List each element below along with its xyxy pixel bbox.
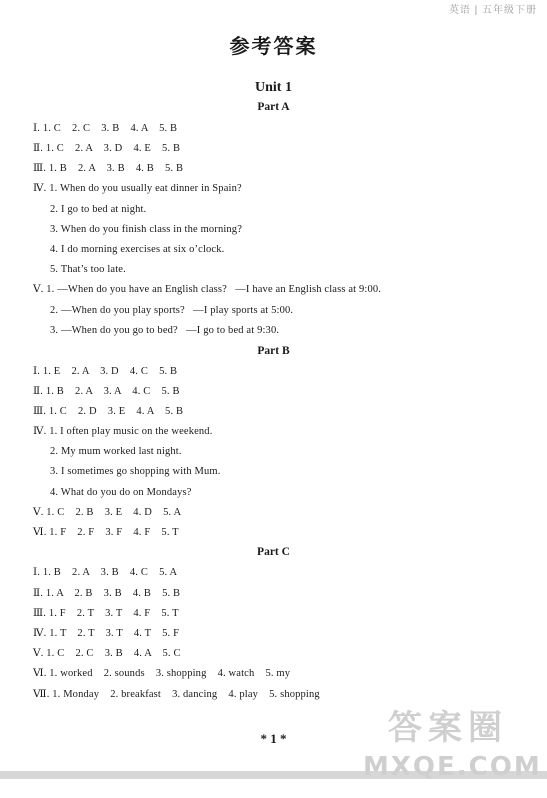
- answer-line: 3. When do you finish class in the morning?: [50, 224, 243, 235]
- answer-line: Ⅵ. 1. worked 2. sounds 3. shopping 4. watch 5. my: [33, 668, 291, 679]
- answer-line: Ⅶ. 1. Monday 2. breakfast 3. dancing 4. play 5. shopping: [33, 689, 320, 700]
- answer-line: Ⅲ. 1. C 2. D 3. E 4. A 5. B: [33, 406, 184, 417]
- answer-line: 2. My mum worked last night.: [50, 446, 182, 457]
- answer-line: Ⅴ. 1. C 2. B 3. E 4. D 5. A: [33, 507, 182, 518]
- answer-line: Ⅵ. 1. F 2. F 3. F 4. F 5. T: [33, 527, 179, 538]
- answer-line: Ⅱ. 1. B 2. A 3. A 4. C 5. B: [33, 386, 180, 397]
- answer-line: 3. I sometimes go shopping with Mum.: [50, 466, 221, 477]
- part-a-title: Part A: [257, 101, 290, 113]
- answer-line: Ⅰ. 1. C 2. C 3. B 4. A 5. B: [33, 123, 178, 134]
- part-c-title: Part C: [257, 546, 290, 558]
- answer-line: 5. That’s too late.: [50, 264, 126, 275]
- answer-line: Ⅳ. 1. T 2. T 3. T 4. T 5. F: [33, 628, 180, 639]
- watermark-top-text: 答案圈: [388, 708, 508, 748]
- page-title: 参考答案: [229, 34, 318, 58]
- answer-line: Ⅰ. 1. E 2. A 3. D 4. C 5. B: [33, 366, 178, 377]
- unit-title: Unit 1: [255, 80, 292, 95]
- answer-line: Ⅳ. 1. I often play music on the weekend.: [33, 426, 213, 437]
- answer-line: 2. I go to bed at night.: [50, 204, 147, 215]
- answer-line: Ⅲ. 1. B 2. A 3. B 4. B 5. B: [33, 163, 184, 174]
- running-header: [0, 0, 547, 18]
- header-text: 英语 | 五年级下册: [448, 5, 537, 16]
- answer-line: 4. I do morning exercises at six o’clock.: [50, 244, 225, 255]
- answer-line: Ⅰ. 1. B 2. A 3. B 4. C 5. A: [33, 567, 178, 578]
- answer-line: Ⅴ. 1. —When do you have an English class? —I have an English class at 9:00.: [33, 284, 382, 295]
- answer-line: Ⅱ. 1. A 2. B 3. B 4. B 5. B: [33, 588, 181, 599]
- page-number: * 1 *: [260, 731, 287, 746]
- answer-line: Ⅱ. 1. C 2. A 3. D 4. E 5. B: [33, 143, 181, 154]
- answer-line: Ⅴ. 1. C 2. C 3. B 4. A 5. C: [33, 648, 181, 659]
- answer-line: 3. —When do you go to bed? —I go to bed at 9:30.: [50, 325, 280, 336]
- answer-line: Ⅳ. 1. When do you usually eat dinner in Spain?: [33, 183, 242, 194]
- answer-line: Ⅲ. 1. F 2. T 3. T 4. F 5. T: [33, 608, 179, 619]
- answer-line: 2. —When do you play sports? —I play sports at 5:00.: [50, 305, 294, 316]
- watermark-bottom-text: MXQE.COM: [363, 752, 542, 782]
- answer-line: 4. What do you do on Mondays?: [50, 487, 192, 498]
- watermark-logo: [363, 706, 542, 792]
- part-b-title: Part B: [257, 345, 290, 357]
